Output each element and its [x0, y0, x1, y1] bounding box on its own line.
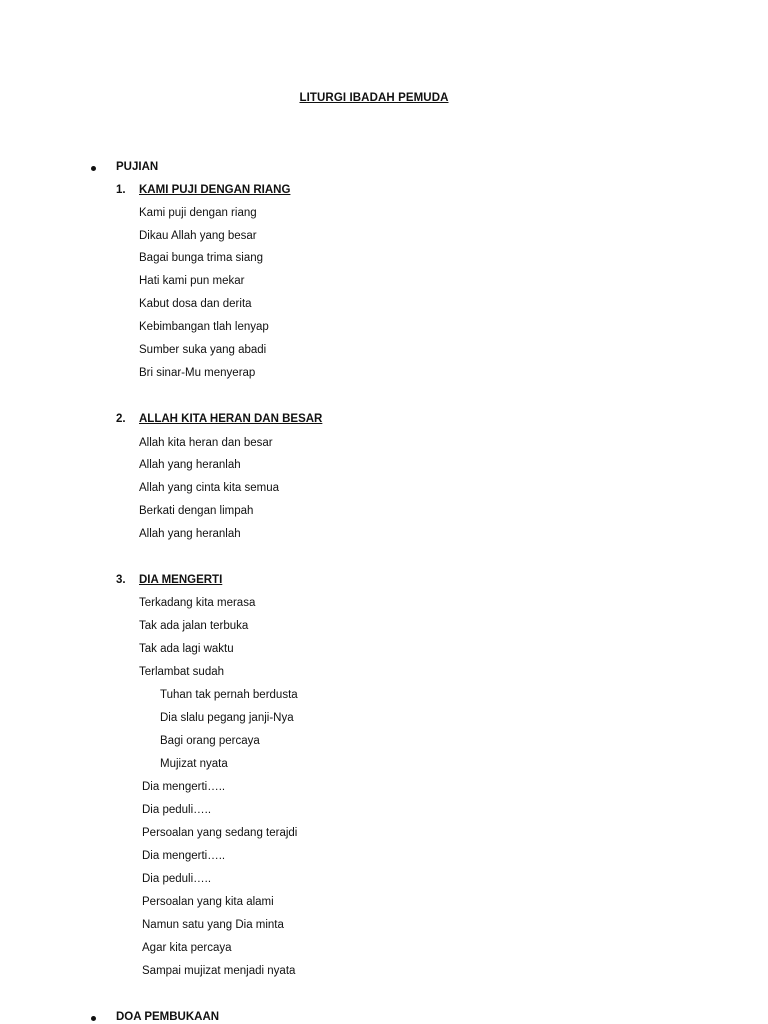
lyric-line: Berkati dengan limpah	[139, 505, 254, 517]
refrain-line: Dia peduli…..	[142, 804, 212, 816]
lyric-line: Dikau Allah yang besar	[139, 230, 257, 242]
section-label-doa-pembukaan: DOA PEMBUKAAN	[116, 1011, 220, 1023]
document-title: LITURGI IBADAH PEMUDA	[299, 92, 449, 104]
lyric-line-indented: Bagi orang percaya	[160, 735, 260, 747]
bullet-icon	[90, 165, 98, 173]
refrain-line: Sampai mujizat menjadi nyata	[142, 965, 296, 977]
song-number: 3.	[116, 574, 126, 586]
refrain-line: Persoalan yang sedang terajdi	[142, 827, 298, 839]
lyric-line: Sumber suka yang abadi	[139, 344, 267, 356]
lyric-line: Bri sinar-Mu menyerap	[139, 367, 256, 379]
refrain-line: Namun satu yang Dia minta	[142, 919, 284, 931]
song-number: 2.	[116, 413, 126, 425]
lyric-line: Tak ada jalan terbuka	[139, 620, 249, 632]
lyric-line: Allah kita heran dan besar	[139, 437, 273, 449]
song-title: DIA MENGERTI	[139, 574, 223, 586]
lyric-line: Allah yang cinta kita semua	[139, 482, 279, 494]
song-title: KAMI PUJI DENGAN RIANG	[139, 184, 291, 196]
section-label-pujian: PUJIAN	[116, 161, 159, 173]
lyric-line: Tak ada lagi waktu	[139, 643, 234, 655]
refrain-line: Dia mengerti…..	[142, 781, 226, 793]
lyric-line: Kabut dosa dan derita	[139, 298, 252, 310]
song-number: 1.	[116, 184, 126, 196]
lyric-line: Allah yang heranlah	[139, 459, 241, 471]
song-title: ALLAH KITA HERAN DAN BESAR	[139, 413, 323, 425]
lyric-line: Kami puji dengan riang	[139, 207, 257, 219]
lyric-line-indented: Dia slalu pegang janji-Nya	[160, 712, 294, 724]
lyric-line: Allah yang heranlah	[139, 528, 241, 540]
lyric-line: Kebimbangan tlah lenyap	[139, 321, 269, 333]
lyric-line: Terkadang kita merasa	[139, 597, 256, 609]
lyric-line-indented: Mujizat nyata	[160, 758, 228, 770]
refrain-line: Agar kita percaya	[142, 942, 232, 954]
lyric-line: Hati kami pun mekar	[139, 275, 245, 287]
lyric-line: Bagai bunga trima siang	[139, 252, 264, 264]
refrain-line: Dia mengerti…..	[142, 850, 226, 862]
refrain-line: Dia peduli…..	[142, 873, 212, 885]
bullet-icon	[90, 1015, 98, 1023]
lyric-line-indented: Tuhan tak pernah berdusta	[160, 689, 298, 701]
lyric-line: Terlambat sudah	[139, 666, 225, 678]
refrain-line: Persoalan yang kita alami	[142, 896, 274, 908]
